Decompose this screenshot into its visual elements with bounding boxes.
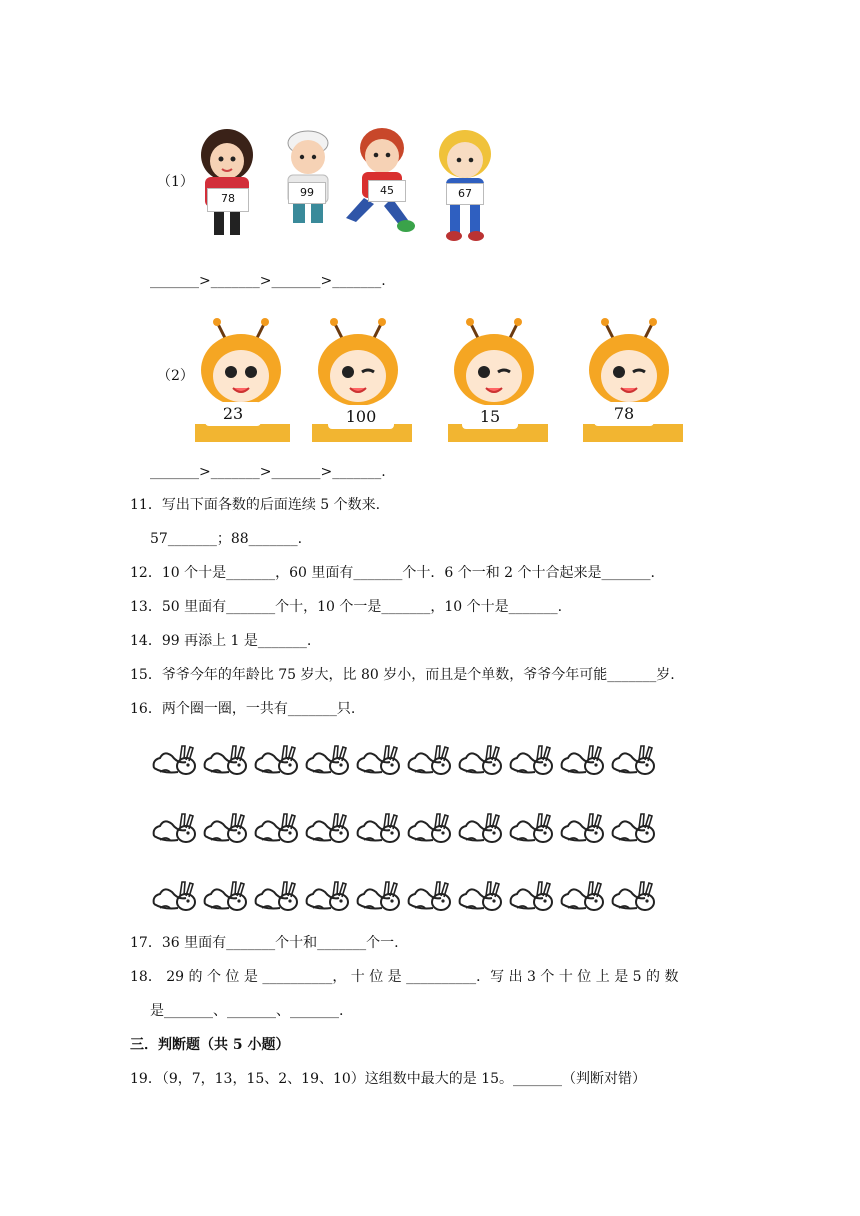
rabbit-icon bbox=[252, 742, 300, 776]
rabbit-icon bbox=[609, 810, 657, 844]
rabbit-icon bbox=[201, 742, 249, 776]
figure-2-label: （2） bbox=[157, 368, 194, 384]
rabbit-icon bbox=[303, 810, 351, 844]
section-3-heading: 三．判断题（共 5 小题） bbox=[130, 1037, 290, 1053]
fig1-comparison-blanks: _______>_______>_______>_______. bbox=[150, 273, 386, 289]
rabbit-row bbox=[150, 808, 670, 848]
rabbit-icon bbox=[354, 742, 402, 776]
rabbit-icon bbox=[150, 878, 198, 912]
rabbit-row bbox=[150, 740, 670, 780]
rabbit-icon bbox=[558, 878, 606, 912]
question-11-blanks: 57_______；88_______. bbox=[150, 531, 303, 547]
kid-girl-dark-hair-image bbox=[192, 125, 262, 243]
rabbit-icon bbox=[201, 810, 249, 844]
rabbit-row bbox=[150, 876, 670, 916]
question-14: 14．99 再添上 1 是_______. bbox=[130, 633, 312, 649]
question-17: 17．36 里面有_______个十和_______个一. bbox=[130, 935, 399, 951]
rabbit-icon bbox=[303, 878, 351, 912]
rabbit-icon bbox=[609, 878, 657, 912]
rabbit-icon bbox=[609, 742, 657, 776]
question-16: 16．两个圈一圈，一共有_______只. bbox=[130, 701, 356, 717]
rabbit-icon bbox=[150, 810, 198, 844]
rabbit-icon bbox=[405, 878, 453, 912]
number-card: 45 bbox=[368, 180, 406, 202]
rabbit-icon bbox=[405, 810, 453, 844]
rabbit-icon bbox=[201, 878, 249, 912]
question-18-continued: 是_______、_______、_______. bbox=[150, 1003, 344, 1019]
rabbit-icon bbox=[558, 742, 606, 776]
rabbit-icon bbox=[252, 810, 300, 844]
rabbit-icon bbox=[456, 810, 504, 844]
rabbit-icon bbox=[303, 742, 351, 776]
question-11: 11．写出下面各数的后面连续 5 个数来. bbox=[130, 497, 381, 513]
rabbit-icon bbox=[456, 878, 504, 912]
rabbit-icon bbox=[354, 878, 402, 912]
bee-number-card: 78 bbox=[594, 402, 654, 426]
bee-number-card: 100 bbox=[328, 405, 394, 429]
rabbit-icon bbox=[507, 878, 555, 912]
question-13: 13．50 里面有_______个十，10 个一是_______，10 个十是_______. bbox=[130, 599, 563, 615]
question-12: 12．10 个十是_______，60 里面有_______个十．6 个一和 2 个十合起来是_______. bbox=[130, 565, 655, 581]
question-19: 19．（9，7，13，15、2、19、10）这组数中最大的是 15。_______（判断对错） bbox=[130, 1071, 647, 1087]
number-card: 99 bbox=[288, 182, 326, 204]
rabbit-icon bbox=[558, 810, 606, 844]
rabbit-icon bbox=[456, 742, 504, 776]
kid-boy-white-cap-image bbox=[280, 125, 336, 235]
number-card: 78 bbox=[207, 188, 249, 212]
bee-number-card: 23 bbox=[205, 402, 261, 426]
rabbit-icon bbox=[507, 810, 555, 844]
question-18: 18． 29 的 个 位 是 __________， 十 位 是 __________．写 出 3 个 十 位 上 是 5 的 数 bbox=[130, 969, 679, 985]
rabbit-icon bbox=[354, 810, 402, 844]
figure-1-label: （1） bbox=[157, 174, 194, 190]
question-15: 15．爷爷今年的年龄比 75 岁大，比 80 岁小，而且是个单数，爷爷今年可能_______岁. bbox=[130, 667, 675, 683]
rabbit-icon bbox=[405, 742, 453, 776]
bee-number-card: 15 bbox=[462, 405, 518, 429]
fig2-comparison-blanks: _______>_______>_______>_______. bbox=[150, 464, 386, 480]
rabbit-icon bbox=[252, 878, 300, 912]
rabbit-icon bbox=[507, 742, 555, 776]
rabbit-icon bbox=[150, 742, 198, 776]
number-card: 67 bbox=[446, 183, 484, 205]
